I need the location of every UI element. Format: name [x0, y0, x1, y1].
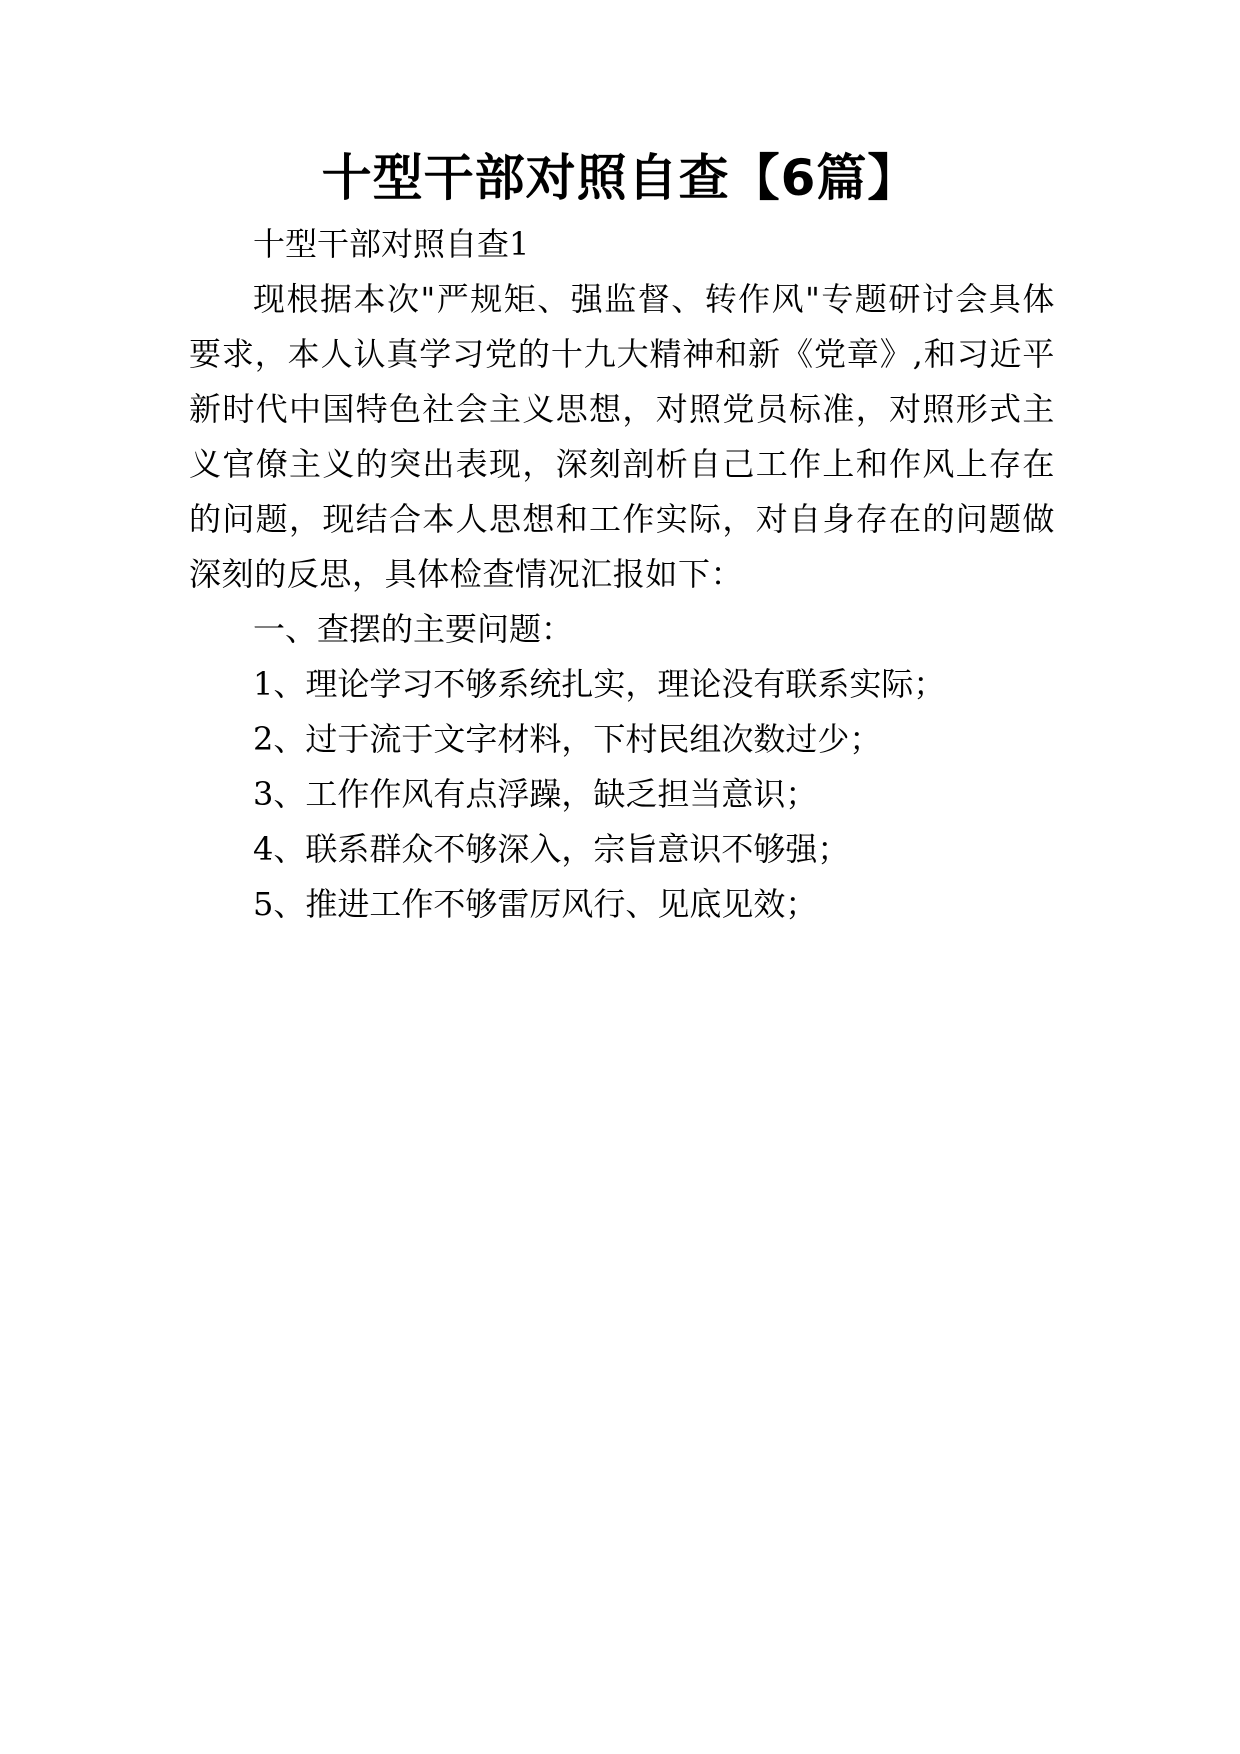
problem-list — [189, 657, 1055, 932]
section-heading: 一、查摆的主要问题： — [253, 610, 574, 648]
intro-paragraph: 现根据本次"严规矩、强监督、转作风"专题研讨会具体要求，本人认真学习党的十九大精神和新《党章》,和习近平新时代中国特色社会主义思想，对照党员标准，对照形式主义官僚主义的突出表现，深刻剖析自己工作上和作风上存在的问题，现结合本人思想和工作实际，对自身存在的问题做深刻的反思，具体检查情况汇报如下： — [189, 280, 1055, 593]
list-item: 5、推进工作不够雷厉风行、见底见效； — [253, 885, 818, 923]
list-item: 2、过于流于文字材料，下村民组次数过少； — [253, 720, 882, 758]
document-body — [189, 217, 1055, 932]
list-item: 1、理论学习不够系统扎实，理论没有联系实际； — [253, 665, 946, 703]
list-item: 3、工作作风有点浮躁，缺乏担当意识； — [253, 775, 818, 813]
document-title: 十型干部对照自查【6篇】 — [321, 149, 919, 207]
list-item: 4、联系群众不够深入，宗旨意识不够强； — [253, 830, 850, 868]
document-subtitle: 十型干部对照自查1 — [253, 225, 530, 263]
